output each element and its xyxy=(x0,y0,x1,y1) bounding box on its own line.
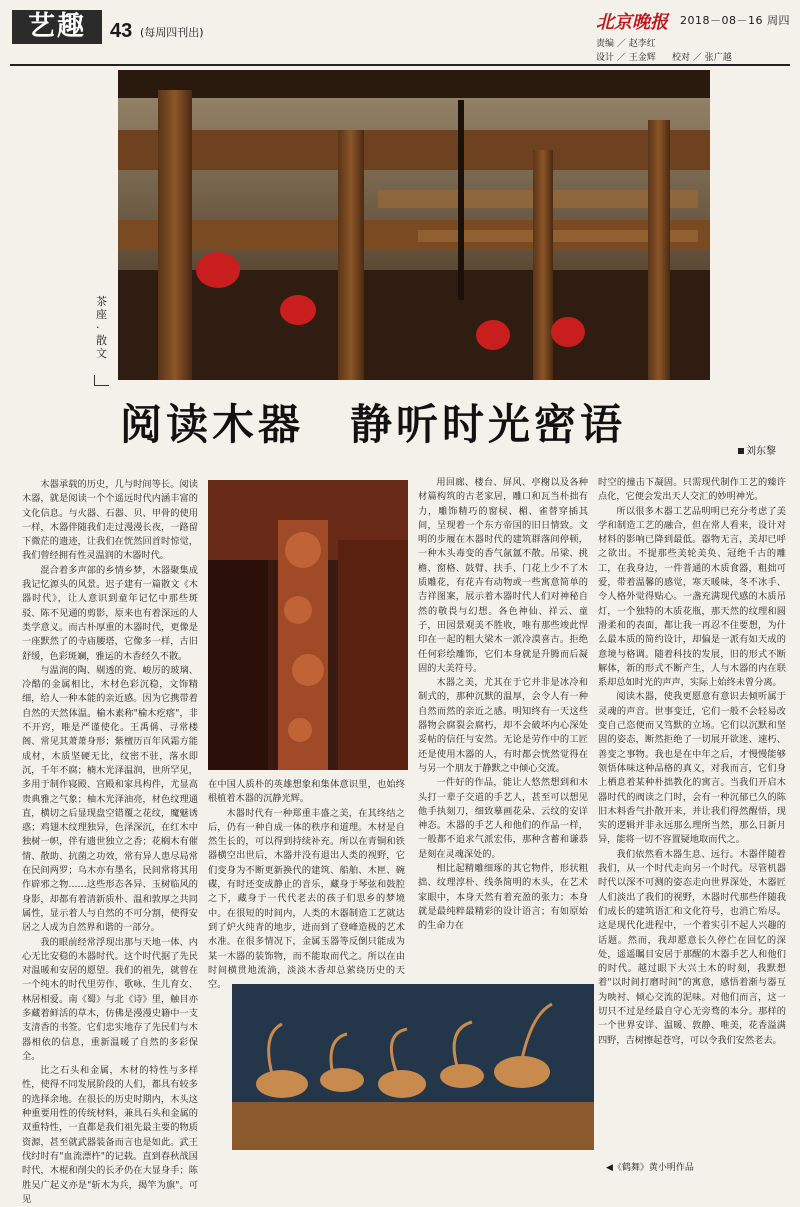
paragraph: 混合着多声部的乡情乡梦，木器聚集成我记忆源头的风景。迟子建有一篇散文《木器时代》，让人意识到童年记忆中那些斑驳、陈不见通的剪影，原来也有着深远的人类学意义。而古朴厚重的木器时代，更像是一座默然了的寺庙腰塔，它像多一样，古旧舒缓，色彩斑斓，雅运的木香经久不散。 xyxy=(22,564,198,662)
page-number: 43 xyxy=(110,20,133,42)
publication-date: 2018－08－16 周四 xyxy=(680,14,790,27)
paragraph: 我们依然看木器生息、远行。木器伴随着我们，从一个时代走向另一个时代。尽管机器时代以深不可测的姿态走向世界深处，木器匠人们淡出了我们的视野，木器时代那些伴随我们成长的建筑语汇和文化符号，也消亡殆尽。这是现代化进程中，一个着实引不起人兴趣的话题。然而，我却愿意长久停伫在回忆的深处，遥遥瞩目安居于那醒的木器手艺人和他们的时代。越过眼下大兴土木的时刻，我默想着"以时间打磨时间"的寓意，感悟着渐与器互为映衬、倾心交流的泥味。对他们而言，这一切只不过是经最自守心无旁骛的本分。那样的一个世界安详、温暖、敦静、唯美，花香溢满四野，吉树擦起苍穹，可以令我们安然老去。 xyxy=(598,848,786,1046)
publication-frequency: (每周四刊出) xyxy=(140,26,204,39)
credit-editor: 责编 ／ 赵李红 xyxy=(596,39,656,49)
paragraph: 木器时代有一种郑重丰盛之美，在其终结之后，仍有一种自成一体的秩序和道理。木材是自然生长的，可以得到持续补充。所以在青铜和铁器横空出世后，木器并没有退出人类的视野，它们变身为不断更新换代的建筑、船舶、木匣、碗碟，有时还变成静止的音乐，藏身于琴弦和鼓腔之下，藏身于一代代老去的孩子们思乡的梦境中。在很短的时间内，人类的木器制造工艺就达到了炉火纯青的地步，进而到了登峰造极的艺术水准。在很多情况下，金属玉器等反倒只能成为某一木器的装饰物，而不能取而代之。所以在由时间横贯地流淌，淡淡木香却总萦绕历史的天空。 xyxy=(208,807,405,991)
carved-pillar-photo xyxy=(208,480,408,770)
body-column-1 xyxy=(22,478,198,1205)
paragraph: 在中国人质朴的英雄想象和集体意识里，也始终根植着木器的沉静光辉。 xyxy=(208,779,405,805)
credit-proofreader: 校对 ／ 张广越 xyxy=(672,53,732,63)
paragraph: 比之石头和金属，木材的特性与多样性，使得不同发展阶段的人们，都具有较多的选择余地。在很长的历史时期内，木头这种重要用性的传统材料，兼具石头和金属的双重特性，一直都是我们祖先最主要的物质资源，甚至就武器装备而言也是如此。武王伐纣时有"血流漂杵"的记载。直到春秋战国时代，木棍和削尖的长矛仍在大显身手；陈胜吴广起义亦是"斩木为兵，揭竿为旗"。可见 xyxy=(22,1065,198,1205)
masthead-rule xyxy=(10,64,790,66)
paragraph: 一件好的作品，能让人悠然想到和木头打一辈子交道的手艺人，甚至可以想见他手执刻刀，细致摹画花朵、云纹的安详神态。木器的手艺人和他们的作品一样，一般都不追求气派宏伟，那种含蓄和谦恭是刻在灵魂深处的。 xyxy=(418,777,588,860)
column-label: 茶座·散文 xyxy=(96,295,107,360)
headline: 阅读木器 静听时光密语 xyxy=(120,400,627,449)
column-label-bracket xyxy=(94,375,109,386)
paragraph: 与温润的陶、剔透的瓷、峻厉的玻璃、冷酷的金属相比，木材色彩沉稳，文饰精细，给人一种本能的亲近感。因为它携带着自然的天然体温。榆木素称"榆木疙瘩"，非不开窍，唯是严谨使化。王禹偁、寻常楼阁、常见其萧萧身形；紫檀历百年风霜方能成材，木质坚硬无比，纹密不驻，落水即沉，千年不腐；楠木光泽温润，世所罕见，多用于制作寝殿、宫殿和家具构件，尤显高贵典雅之气象；柚木光泽油亮，材色纹理通直，横切之后显现盘空错覆之花纹，魔魅诱惑；鸡翅木纹理独异，色泽深沉，在红木中独树一帜，伴有遗世独立之香；花榈木有催情、散助、抗菌之功效，常有异人患尽局常在民间两罗；乌木亦有墨名，民间常将其用作辟邪之物……这些形态各异、玉树临风的身影，却都有着清新质朴、温和敦厚之共同属性，显示着人与自然的不可分割，使得安居之人成为自然界和谐的一部分。 xyxy=(22,664,198,934)
author-name: 刘东黎 xyxy=(746,446,776,457)
paragraph: 木器之美，尤其在于它并非是冰冷和制式的，那种沉默的温厚，会令人有一种自然而然的亲近之感。明知终有一天这些器物会腐裂会腐朽，却不会破坏内心深处妥帖的信任与安然。无论是劳作中的工匠还是使用木器的人，有时都会恍然觉得在与另一个朋友于静默之中倾心交流。 xyxy=(418,677,588,774)
paragraph: 阅读木器，使我更愿意有意识去倾听属于灵魂的声音。世事变迁，它们一般不会轻易改变自己恣便而又笃默的立场。它们以沉默和坚固的姿态，断然拒绝了一切展开欲迷、速朽、善变之事物。我也是在中年之后，才慢慢能够领悟体味这种品格的真义，对我而言，它们身上栖息着某种朴拙教化的寓言。当我们开启木器时代的阀读之门时，会有一种沉郁已久的陈旧木料香气扑散开来，并让我们得然醒悟，现实的逻辑并非永远那么理所当然，那么日新月异，能将一切不容置疑地取而代之。 xyxy=(598,691,786,846)
credit-designer: 设计 ／ 王金辉 xyxy=(596,53,656,63)
body-column-3 xyxy=(418,476,588,974)
author-byline xyxy=(738,442,776,457)
paragraph: 时空的撞击下凝固。只需现代制作工艺的臻许点化，它便会发出天人交汇的妙明神光。 xyxy=(598,477,786,503)
byline-mark-icon xyxy=(738,448,744,454)
paragraph: 用回廊、楼台、屏风、亭榭以及各种材篇构筑的古老家居，雕口和瓦当朴拙有力，雕饰精巧的窗棂、楣、雀替穿插其间，呈现着一个东方帝国的旧日情致。文明的步履在木器时代的建筑群落间停顿，一种木头毒变的香气氤氲不散。吊梁、挑檐、窗格、鼓臂、扶手、门花上少不了木质雕花，有花卉有动物或一些寓意简单的吉祥图案，展示着木器时代人们对神秘自然的敬畏与幻想。各色神仙、祥云、童子，田园景观美不胜收，唯有那些竣此悍印在一起的粗大梁木一派冷漠喜古。拒绝任何彩绘雕饰，它们本身就是升腾而后凝固的大美符号。 xyxy=(418,477,588,674)
paper-name: 北京晚报 xyxy=(596,12,668,33)
paragraph: 相比起精雕细琢的其它物件，形状粗拙、纹理淳朴、线条简明的木头，在艺术家眼中，本身天然有着充盈的张力；本身就是最纯粹最精彩的设计语言；有如原始的生命力在 xyxy=(418,863,588,932)
courtyard-photo xyxy=(118,70,710,380)
crane-carving-photo xyxy=(232,984,594,1150)
section-badge: 艺趣 xyxy=(12,10,102,44)
body-column-4 xyxy=(598,476,786,1166)
paragraph: 所以很多木器工艺品明明已充分考虑了美学和制造工艺的融合，但在常人看来，设计对材料的影响已降到最低。器物无言，美却已呼之欲出。不提那些美轮美奂、冠绝千古的雕工，在我身边，一件普通的木质食器，粗拙可爱，带着温馨的感觉，寒天暖味，冬不冰手、令人格外觉得贴心。一盏充满现代感的木质吊灯，一个独特的木质花瓶，那天然的纹理和圆滑柔和的表面，都让我一再忍不住要想，为什么最本质的简约设计，却偏是一派有如天成的意境与格调。随着科技的发展，旧的形式不断解体，新的形式不断产生，人与木器的内在联系却总如时光的声声，实际上始终未曾分离。 xyxy=(598,505,786,689)
photo-caption: ◀《鹤舞》黄小明作品 xyxy=(606,1163,694,1173)
body-column-2 xyxy=(208,778,405,991)
paragraph: 我的眼前经常浮现出那与天地一体、内心无比安稳的木器时代。这个时代据了先民对温暖和安居的愿望。我们的祖先，就曾在一个纯木的时代里劳作、歌咏、生儿育女、林居相爱。南《蜀》与北《诗》里，触目亦多藏着鲜活的草木，仿佛是漫漫史籍中一支支清香的书签。它们忠实地存了先民们与木器相依的信息，重新温暖了自然的多彩保全。 xyxy=(22,936,198,1062)
paragraph: 木器承载的历史，几与时间等长。阅读木器，就是阅读一个个遥远时代内涵丰富的文化信息。与火器、石器、贝、甲骨的使用一样，木器伴随我们走过漫漫长夜，一路留下微茫的遗迹，让我们在恍然回首时惊觉，我们曾经拥有性灵温润的木器时代。 xyxy=(22,479,198,562)
